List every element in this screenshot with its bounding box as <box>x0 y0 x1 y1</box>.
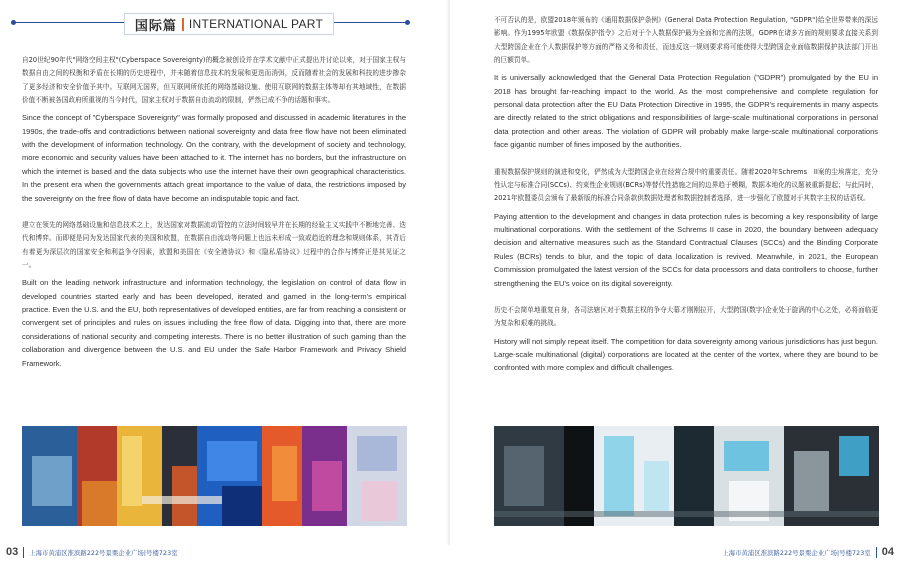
paragraph-cn: 不可否认的是，欧盟2018年颁布的《通用数据保护条例》(General Data Protection Regulation, "GDPR")给全世界带来的深远影响。作为1995年欧盟《数据保护指令》之后对于个人数据保护最为全面和完善的法规，GDPR在诸多方面的规则要求直接关系到大型跨国企业在个人数据保护等方面的严格义务和责任，而违反这一规则要求将可能使得大型跨国企业面临数据保护执法部门开出的巨额罚单。 <box>494 16 878 64</box>
section-title-cn: 国际篇 <box>134 18 177 34</box>
banner-dot-left <box>11 20 16 25</box>
section-title-en: INTERNATIONAL PART <box>188 17 324 31</box>
footer-divider <box>876 547 877 558</box>
page-number: 04 <box>881 546 894 558</box>
footer-divider <box>23 547 24 558</box>
footer-address: 上海市黄浦区淮滨路222号景栗企业广场|号楼723室 <box>29 549 178 557</box>
paragraph-cn: 建立在领先的网络基础设施和信息技术之上，发达国家对数据流动管控的立法时间较早并在长期的经验主义实践中不断地完善、迭代和博弈。而即便是同为发达国家代表的美国和欧盟，在数据自由流动等问题上也远未形成一致或趋近的理念和规则体系，其背后有着更为深层次的国家安全和利益争夺因素，欧盟和美国在《安全港协议》和《隐私盾协议》过程中的合作与博弈正是其见证之一。 <box>22 221 406 269</box>
paragraph-en: Built on the leading network infrastructure and information technology, the legislation on control of data flow in developed countries started early and has been developed, iterated and gamed in the long-term's empirical practice. Even the U.S. and the EU, both representatives of developed entities, are far from reaching a consistent or convergent set of principles and rules on issues including the free flow of data. Digging into that, there are more considerations of national security and competing interests. There is no better illustration of such gaming than the collaboration and divergence between the U.S. and EU under the Safe Harbor Framework and Privacy Shield Framework. <box>22 278 406 368</box>
left-footer <box>6 545 178 559</box>
page-number: 03 <box>6 546 19 558</box>
abstract-painting-image <box>22 426 407 526</box>
paragraph-cn: 重视数据保护规则的演进和变化，俨然成为大型跨国企业在经营合规中的重要责任。随着2020年Schrems II案的尘埃落定，充分性认定与标准合同(SCCs)、约束性企业规则(BCRs)等替代性措施之间的边界趋于模糊，数据本地化的议题被重新提起；与此同时，2021年欧盟委员会颁布了最新版的标准合同条款供数据处理者和数据控制者选择，进一步强化了欧盟对于其数字主权的话语权。 <box>494 167 878 203</box>
paragraph-en: History will not simply repeat itself. The competition for data sovereignty among various jurisdictions has just begun. Large-scale multinational (digital) corporations are located at the center of the vortex, where they are bound to be confronted with more complex and difficult challenges. <box>494 336 878 373</box>
abstract-painting-image <box>494 426 879 526</box>
right-page <box>450 0 900 563</box>
right-footer <box>722 545 894 559</box>
paragraph-en: Since the concept of "Cyberspace Sovereignty" was formally proposed and discussed in academic literatures in the 1990s, the trade-offs and contradictions between national sovereignty and data free flow have not been eliminated with the development of information technology. On the contrary, with the development of society and technology, more economic and security values have been attached to it. The internet has no borders, but the infrastructure on which the internet is based and the data subjects who use the internet have their own geographical characteristics. In the present era when the governments attach great importance to the value of data, the restrictions imposed by the sovereignty on the free flow of data have become an indisputable topic and fact. <box>22 113 406 203</box>
right-text-column <box>494 14 878 375</box>
footer-address: 上海市黄浦区淮滨路222号景栗企业广场|号楼723室 <box>722 549 871 557</box>
banner-dot-right <box>405 20 410 25</box>
left-text-column <box>22 54 406 370</box>
title-separator <box>182 18 184 31</box>
paragraph-cn: 历史不会简单地重复自身，各司法辖区对于数据主权的争夺大幕才刚刚拉开，大型跨国(数字)企业处于旋涡的中心之处，必将面临更为复杂和艰难的挑战。 <box>494 305 878 328</box>
section-banner <box>12 12 409 36</box>
paragraph-cn: 自20世纪90年代"网络空间主权"(Cyberspace Sovereignty)的概念被创设并在学术文献中正式提出并讨论以来，对于国家主权与数据自由之间的权衡和矛盾在长期的历史进程中，并未随着信息技术的发展和更迭而消弭，反而随着社会的发展和科技的进步掺杂了更多经济和安全价值予其中。互联网无国界，但互联网所依托的网络基础设施、使用互联网的数据主体等却有其地域性，在数据价值不断被各国政府所重视的当今时代，国家主权对于数据自由流动的限制，俨然已成不争的话题和事实。 <box>22 56 406 104</box>
paragraph-en: Paying attention to the development and changes in data protection rules is becoming a key responsibility of large multinational corporations. With the settlement of the Schrems II case in 2020, the boundary between adequacy decision and alternative measures such as the Standard Contractual Clauses (SCCs) and the Binding Corporate Rules (BCRs) tends to blur, and the topic of data localization is revived. Meanwhile, in 2021, the European Commission promulgated the latest version of the SCCs for data processors and data controllers to choose, further strengthening the EU's voice on its digital sovereignty. <box>494 211 878 288</box>
paragraph-en: It is universally acknowledged that the General Data Protection Regulation ("GDPR") promulgated by the EU in 2018 has brought far-reaching impact to the world. As the most comprehensive and complete regulation for personal data protection after the EU Data Protection Directive in 1995, the GDPR's requirements in many aspects are directly related to the strict obligations and responsibilities of large-scale multinational corporations in personal data protection and other areas. The violation of GDPR will probably make large-scale multinational corporations face gigantic number of fines imposed by the authorities. <box>494 73 878 150</box>
section-title <box>124 13 334 35</box>
